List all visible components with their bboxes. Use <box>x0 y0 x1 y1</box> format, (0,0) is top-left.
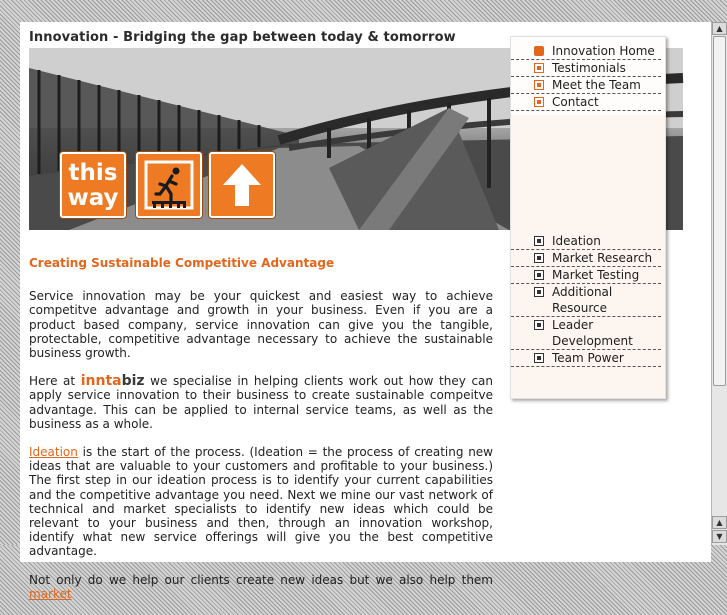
main-content <box>29 256 493 615</box>
square-bullet-icon <box>534 97 544 107</box>
square-bullet-icon <box>534 63 544 73</box>
paragraph-text: Here at <box>29 374 81 389</box>
sign-text-line1: this <box>68 160 118 186</box>
section-heading: Creating Sustainable Competitive Advantage <box>29 256 335 270</box>
nav-item-label: Market Research <box>552 251 653 265</box>
nav-item-label: Team Power <box>552 351 624 365</box>
nav-item-testimonials[interactable] <box>511 60 661 77</box>
nav-item-label: Ideation <box>552 234 601 248</box>
paragraph-text: we specialise in helping clients work out how they can apply service innovation to their business to create sustainable compeitve advantage. This can be applied to internal service teams, as well as the business as a whole. <box>29 374 493 431</box>
brand-part-a: innta <box>80 373 122 390</box>
nav-item-team-power[interactable] <box>511 350 661 367</box>
page-title: Innovation - Bridging the gap between today & tomorrow <box>29 30 456 45</box>
stepping-person-icon <box>136 152 202 218</box>
nav-item-label: Meet the Team <box>552 78 641 92</box>
square-bullet-icon <box>534 270 544 280</box>
nav-item-leader-development[interactable] <box>511 317 661 350</box>
market-paragraph <box>29 573 493 601</box>
nav-item-label: Additional Resource <box>552 285 613 315</box>
page-container <box>20 22 711 601</box>
paragraph-text: Not only do we help our clients create new ideas but we also help them <box>29 572 493 587</box>
nav-item-contact[interactable] <box>511 94 661 111</box>
nav-item-label: Innovation Home <box>552 44 655 58</box>
sub-nav-list <box>511 233 665 367</box>
square-bullet-icon <box>534 287 544 297</box>
scroll-up-arrow-icon[interactable]: ▲ <box>712 516 727 529</box>
nav-item-label: Leader Development <box>552 318 633 348</box>
square-bullet-icon <box>534 253 544 263</box>
nav-item-label: Testimonials <box>552 61 626 75</box>
ideation-paragraph <box>29 445 493 559</box>
square-bullet-icon <box>534 236 544 246</box>
square-bullet-icon <box>534 320 544 330</box>
ideation-link[interactable]: Ideation <box>29 445 78 460</box>
scroll-down-arrow-icon[interactable]: ▼ <box>712 530 727 543</box>
sign-text-line2: way <box>67 185 119 211</box>
square-bullet-icon <box>534 46 544 56</box>
intro-paragraph: Service innovation may be your quickest and easiest way to achieve competitve advantage and growth in your business. Even if you are a product based company, service innovation can give you the tangible, protectable, competitive advantage necessary to achieve the sustainable business growth. <box>29 289 493 361</box>
nav-item-market-testing[interactable] <box>511 267 661 284</box>
square-bullet-icon <box>534 80 544 90</box>
nav-item-market-research[interactable] <box>511 250 661 267</box>
nav-item-label: Market Testing <box>552 268 640 282</box>
up-arrow-icon <box>209 152 275 218</box>
scrollbar-thumb[interactable] <box>713 36 726 386</box>
vertical-scrollbar[interactable] <box>711 22 727 545</box>
brand-logo-text <box>81 373 145 389</box>
nav-item-meet-the-team[interactable] <box>511 77 661 94</box>
paragraph-text: is the start of the process. (Ideation = the process of creating new ideas that are valuable to your customers and profitable to your business.) The first step in our ideation process is to identify your current capabilities and the competitive advantage you need. Next we mine our vast network of technical and market specialists to identify new ideas which could be relevant to your business and then, through an innovation workshop, identify what new service offerings will give you the best competitive advantage. <box>29 445 493 559</box>
this-way-sign <box>60 152 126 218</box>
nav-item-innovation-home[interactable] <box>511 43 661 60</box>
nav-item-ideation[interactable] <box>511 233 661 250</box>
main-nav-list <box>511 43 665 111</box>
market-link[interactable]: market <box>29 586 72 601</box>
nav-item-label: Contact <box>552 95 599 109</box>
nav-item-additional-resource[interactable] <box>511 284 661 317</box>
square-bullet-icon <box>534 353 544 363</box>
scroll-up-arrow-icon[interactable]: ▲ <box>712 22 727 35</box>
sidebar-nav <box>510 36 666 399</box>
specialise-paragraph <box>29 374 493 431</box>
brand-part-b: biz <box>121 373 145 390</box>
